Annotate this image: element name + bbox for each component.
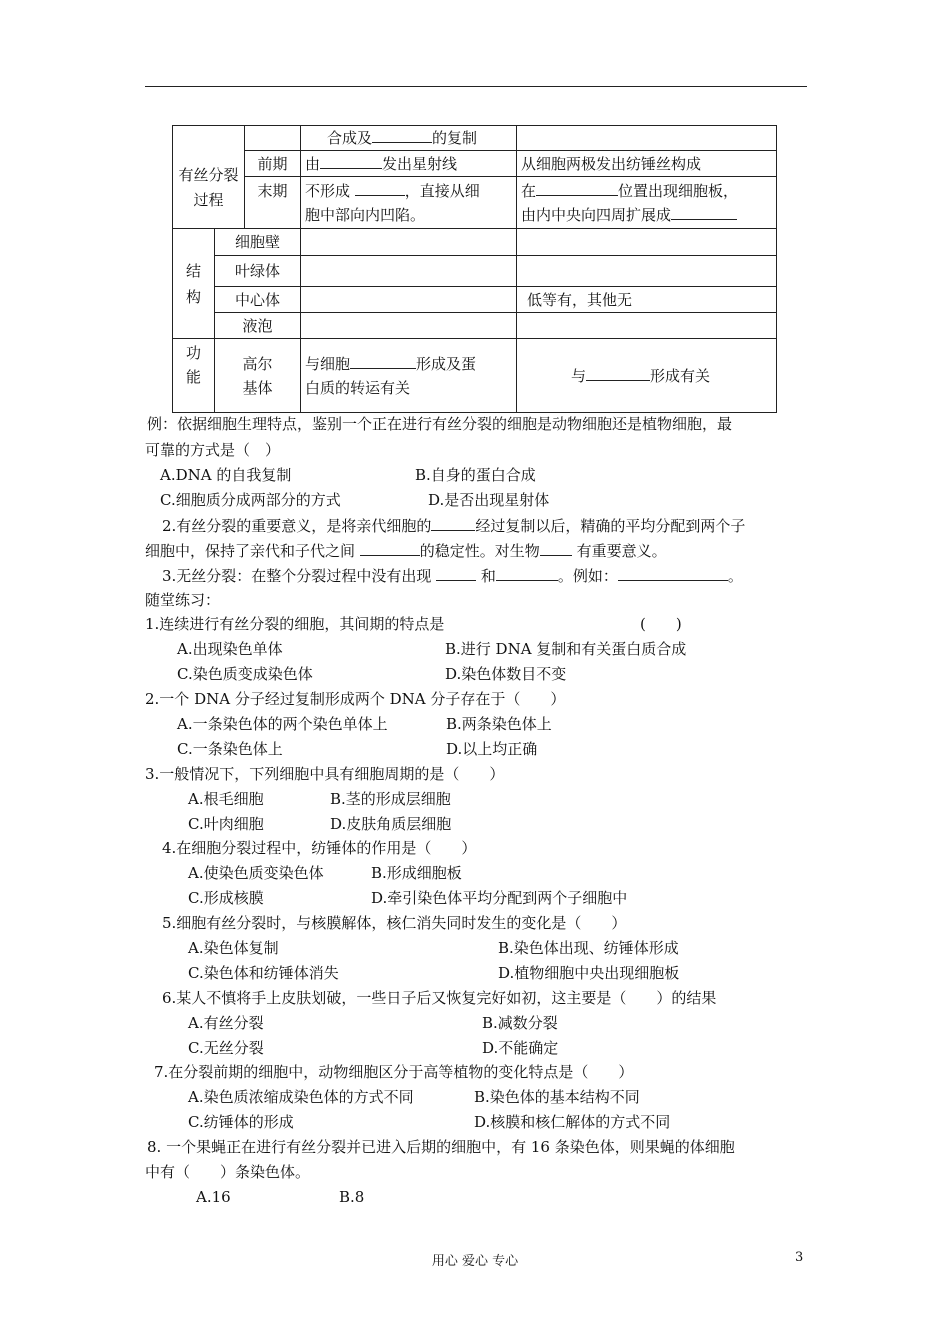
point-2-line1: 2.有丝分裂的重要意义，是将亲代细胞的 经过复制以后，精确的平均分配到两个子 bbox=[162, 517, 746, 535]
example-question-line2: 可靠的方式是（ ） bbox=[145, 441, 281, 459]
q2-option-c: C.一条染色体上 bbox=[177, 740, 283, 758]
comparison-table bbox=[172, 125, 777, 413]
q6-option-d: D.不能确定 bbox=[482, 1039, 559, 1057]
question-4: 4.在细胞分裂过程中，纺锤体的作用是（ ） bbox=[162, 839, 477, 857]
q7-option-b: B.染色体的基本结构不同 bbox=[474, 1088, 640, 1106]
animal-cell: 由 发出星射线 bbox=[301, 151, 517, 177]
example-question-line1: 例：依据细胞生理特点，鉴别一个正在进行有丝分裂的细胞是动物细胞还是植物细胞，最 bbox=[147, 415, 733, 433]
q5-option-a: A.染色体复制 bbox=[188, 939, 279, 957]
q6-option-a: A.有丝分裂 bbox=[188, 1014, 264, 1032]
q4-option-d: D.牵引染色体平均分配到两个子细胞中 bbox=[371, 889, 628, 907]
stage-cell-empty bbox=[245, 126, 301, 151]
q1-option-b: B.进行 DNA 复制和有关蛋白质合成 bbox=[445, 640, 687, 658]
q1-option-c: C.染色质变成染色体 bbox=[177, 665, 313, 683]
q7-option-a: A.染色质浓缩成染色体的方式不同 bbox=[188, 1088, 414, 1106]
q1-option-d: D.染色体数目不变 bbox=[445, 665, 567, 683]
row-header-structure: 结构 bbox=[173, 229, 215, 339]
q2-option-b: B.两条染色体上 bbox=[446, 715, 552, 733]
plant-cell: 在 位置出现细胞板， 由内中央向四周扩展成 bbox=[517, 177, 777, 229]
q6-option-c: C.无丝分裂 bbox=[188, 1039, 264, 1057]
q4-option-b: B.形成细胞板 bbox=[371, 864, 462, 882]
q3-option-c: C.叶肉细胞 bbox=[188, 815, 264, 833]
structure-name: 细胞壁 bbox=[215, 229, 301, 256]
question-6: 6.某人不慎将手上皮肤划破，一些日子后又恢复完好如初，这主要是（ ）的结果 bbox=[162, 989, 717, 1007]
example-option-a: A.DNA 的自我复制 bbox=[160, 466, 292, 484]
animal-cell bbox=[301, 287, 517, 313]
row-header-process: 有丝分裂过程 bbox=[173, 126, 245, 229]
q3-option-b: B.茎的形成层细胞 bbox=[330, 790, 451, 808]
plant-cell: 低等有，其他无 bbox=[517, 287, 777, 313]
stage-telophase: 末期 bbox=[245, 177, 301, 229]
example-option-b: B.自身的蛋白合成 bbox=[415, 466, 536, 484]
question-1: 1.连续进行有丝分裂的细胞，其间期的特点是 bbox=[145, 615, 445, 633]
animal-cell bbox=[301, 256, 517, 287]
structure-name: 中心体 bbox=[215, 287, 301, 313]
practice-heading: 随堂练习： bbox=[145, 591, 221, 609]
plant-cell: 与 形成有关 bbox=[517, 339, 777, 413]
stage-prophase: 前期 bbox=[245, 151, 301, 177]
plant-cell bbox=[517, 229, 777, 256]
structure-name: 叶绿体 bbox=[215, 256, 301, 287]
q4-option-c: C.形成核膜 bbox=[188, 889, 264, 907]
q3-option-d: D.皮肤角质层细胞 bbox=[330, 815, 452, 833]
animal-cell: 合成及 的复制 bbox=[301, 126, 517, 151]
q2-option-d: D.以上均正确 bbox=[446, 740, 538, 758]
example-option-c: C.细胞质分成两部分的方式 bbox=[160, 491, 341, 509]
animal-cell: 不形成 ，直接从细 胞中部向内凹陷。 bbox=[301, 177, 517, 229]
plant-cell bbox=[517, 313, 777, 339]
question-5: 5.细胞有丝分裂时，与核膜解体，核仁消失同时发生的变化是（ ） bbox=[162, 914, 627, 932]
header-rule bbox=[145, 86, 807, 87]
question-8-line2: 中有（ ）条染色体。 bbox=[145, 1163, 311, 1181]
q1-option-a: A.出现染色单体 bbox=[177, 640, 283, 658]
q3-option-a: A.根毛细胞 bbox=[188, 790, 264, 808]
question-8-line1: 8. 一个果蝇正在进行有丝分裂并已进入后期的细胞中，有 16 条染色体，则果蝇的体细胞 bbox=[147, 1138, 735, 1156]
question-7: 7.在分裂前期的细胞中，动物细胞区分于高等植物的变化特点是（ ） bbox=[154, 1063, 634, 1081]
animal-cell bbox=[301, 313, 517, 339]
question-1-answer-paren: ( ) bbox=[640, 615, 682, 633]
q5-option-b: B.染色体出现、纺锤体形成 bbox=[498, 939, 679, 957]
q5-option-c: C.染色体和纺锤体消失 bbox=[188, 964, 339, 982]
plant-cell: 从细胞两极发出纺锤丝构成 bbox=[517, 151, 777, 177]
plant-cell bbox=[517, 256, 777, 287]
page-footer: 用心 爱心 专心 bbox=[431, 1254, 519, 1269]
q7-option-c: C.纺锤体的形成 bbox=[188, 1113, 294, 1131]
q5-option-d: D.植物细胞中央出现细胞板 bbox=[498, 964, 680, 982]
q8-option-a: A.16 bbox=[196, 1188, 231, 1206]
question-3: 3.一般情况下，下列细胞中具有细胞周期的是（ ） bbox=[145, 765, 505, 783]
point-3: 3.无丝分裂：在整个分裂过程中没有出现 和 。例如： 。 bbox=[162, 567, 743, 585]
point-2-line2: 细胞中，保持了亲代和子代之间 的稳定性。对生物 有重要意义。 bbox=[145, 542, 667, 560]
q6-option-b: B.减数分裂 bbox=[482, 1014, 558, 1032]
row-header-function: 功能 bbox=[173, 339, 215, 413]
q7-option-d: D.核膜和核仁解体的方式不同 bbox=[474, 1113, 671, 1131]
structure-name: 液泡 bbox=[215, 313, 301, 339]
example-option-d: D.是否出现星射体 bbox=[428, 491, 550, 509]
page-number: 3 bbox=[795, 1250, 804, 1265]
q2-option-a: A.一条染色体的两个染色单体上 bbox=[177, 715, 388, 733]
q8-option-b: B.8 bbox=[339, 1188, 365, 1206]
animal-cell bbox=[301, 229, 517, 256]
question-2: 2.一个 DNA 分子经过复制形成两个 DNA 分子存在于（ ） bbox=[145, 690, 566, 708]
animal-cell: 与细胞 形成及蛋 白质的转运有关 bbox=[301, 339, 517, 413]
plant-cell bbox=[517, 126, 777, 151]
q4-option-a: A.使染色质变染色体 bbox=[188, 864, 324, 882]
structure-name-golgi: 高尔基体 bbox=[215, 339, 301, 413]
